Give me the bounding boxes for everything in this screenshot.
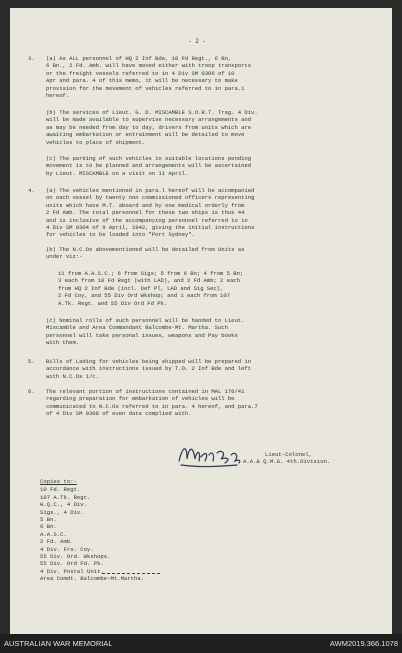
text-line: will be made available to supervise necessary arrangements and [46, 116, 252, 124]
copies-item: 4 Div. Fro. Coy. [40, 545, 94, 553]
text-line: 4 Div SM 0304 of 9 April, 1942, giving the initial instructions [46, 224, 255, 232]
footer-institution: AUSTRALIAN WAR MEMORIAL [4, 639, 113, 648]
text-line: for vehicles to be loaded into "Port Sydney". [46, 231, 195, 239]
text-line: or the freight vessels referred to in 4 Div SM 0306 of 10 [46, 69, 235, 77]
paragraph-number: 6. [28, 388, 35, 395]
copies-list [40, 486, 144, 582]
paragraph-9 [28, 388, 370, 418]
copies-item: 4 Div. Postal Unit. [40, 567, 104, 575]
paragraph-3 [46, 155, 370, 177]
text-line: units which have M.T. aboard and by one medical orderly from [46, 201, 245, 209]
text-line: 11 from A.A.S.C.; 6 from Sigs; 5 from 6 Bn; 4 from 5 Bn; [58, 270, 244, 277]
text-line: provision for the movement of vehicles referred to in para.1 [46, 84, 245, 92]
paragraph-2 [46, 109, 370, 146]
copies-item: H.Q.C., 4 Div. [40, 501, 87, 509]
copies-item: Area Comdt. Balcombe-Mt.Martha. [40, 575, 145, 583]
signature-text [243, 451, 330, 466]
text-line: with N.C.Os i/c. [46, 372, 99, 380]
text-line: regarding preparation for embarkation of vehicles will be [46, 395, 235, 403]
text-line: (a) As ALL personnel of HQ 2 Inf Bde, 10 Fd Regt., 6 Bn, [46, 55, 232, 62]
signatory-rank: Lieut-Colonel, [265, 451, 312, 458]
paragraph-number: 4. [28, 187, 35, 194]
copies-item: 2 Fd. Amb. [40, 538, 74, 546]
document-page [10, 8, 392, 634]
text-line: Apr and para. 4 of this memo, it will be necessary to make [46, 77, 238, 85]
text-line: on each vessel by twenty non commissioned officers representing [46, 194, 255, 202]
text-line: 2 Fd Amb. The total personnel for these two ships is thus 44 [46, 209, 245, 217]
text-line: The relevant portion of instructions contained in MAL 176/41 [46, 388, 245, 395]
text-line: awaiting embarkation or entrainment will be detailed to move [46, 131, 245, 139]
copies-item: 5 Bn. [40, 516, 57, 524]
text-line: Miscamble and Area Commandant Balcombe-Mt. Martha. Such [46, 324, 228, 332]
text-line: vehicles to place of shipment. [46, 138, 146, 146]
paragraph-4 [28, 187, 370, 239]
text-line: (b) The N.C.Os abovementioned will be detailed from Units as [46, 246, 245, 253]
paragraph-5 [46, 246, 370, 261]
text-line: personnel will take personal issues, weapons and Pay books [46, 331, 238, 339]
closing-dashed-rule [102, 573, 160, 574]
copies-item: 107 A.Tk. Regt. [40, 493, 91, 501]
signature-block [175, 439, 375, 479]
text-line: A.Tk. Regt. and 55 Div Ord Fd Pk. [58, 299, 168, 307]
text-line: from HQ 2 Inf Bde (incl. Def Pl, LAD and Sig Sec), [58, 284, 224, 292]
text-line: as may be needed from day to day, drivers from units which are [46, 123, 252, 131]
footer-accession-number: AWM2019.366.1078 [329, 639, 398, 648]
text-line: hereof. [46, 92, 70, 100]
text-line: (c) The parking of such vehicles in suitable locations pending [46, 155, 252, 162]
text-line: 3 each from 10 Fd Regt (with LAD), and 2 Fd Amb; 2 each [58, 277, 240, 285]
page-number: - 2 - [188, 38, 207, 45]
text-line: of 4 Div SM 0308 of even date complied with. [46, 410, 192, 418]
signatory-title: A.A.& Q.M.G. 4th.Division. [243, 458, 331, 466]
text-line: 6 Bn., 2 Fd. Amb. will have moved either with troop transports [46, 62, 252, 70]
copies-heading: Copies to:- [40, 478, 77, 485]
archive-footer-bar [0, 634, 402, 653]
text-line: under viz:- [46, 253, 83, 261]
handwritten-signature [175, 439, 245, 473]
text-line: (c) Nominal rolls of such personnel will be handed to Lieut. [46, 317, 245, 324]
text-line: by Lieut. MISCAMBLE on a visit on 11 April. [46, 169, 189, 177]
copies-distribution-list [40, 478, 144, 583]
text-line: with them. [46, 339, 80, 347]
copies-item: 6 Bn. [40, 523, 57, 531]
text-line: (a) The vehicles mentioned in para.l hereof will be accompanied [46, 187, 255, 194]
copies-item: Sigs., 4 Div. [40, 508, 84, 516]
text-line: movement is to be planned and arrangements will be ascertained [46, 162, 252, 170]
text-line: 2 Fd Coy, and 55 Div Ord Wkshop; and 1 each from 107 [58, 292, 230, 300]
text-line: accordance with instructions issued by T.O. 2 Inf Bde and left [46, 365, 252, 373]
text-line: and is inclusive of the accompanying personnel referred to in [46, 216, 248, 224]
text-line: communicated to N.C.Os referred to in para. 4 hereof, and para.7 [46, 402, 258, 410]
paragraph-6 [46, 270, 382, 307]
copies-item: 55 Div. Ord. Wkshops. [40, 553, 111, 561]
paragraph-1 [28, 55, 370, 100]
copies-item: A.A.S.C. [40, 530, 67, 538]
copies-item: 10 Fd. Regt. [40, 486, 81, 494]
paragraph-7 [46, 317, 370, 347]
text-line: (b) The services of Lieut. G. D. MISCAMBLE S.O.R.T. Trag. 4 Div. [46, 109, 258, 116]
paragraph-number: 3. [28, 55, 35, 62]
paragraph-8 [28, 358, 370, 380]
text-line: Bills of Lading for vehicles being shipped will be prepared in [46, 358, 252, 365]
copies-item: 55 Div. Ord Fd. Pk. [40, 560, 104, 568]
paragraph-number: 5. [28, 358, 35, 365]
